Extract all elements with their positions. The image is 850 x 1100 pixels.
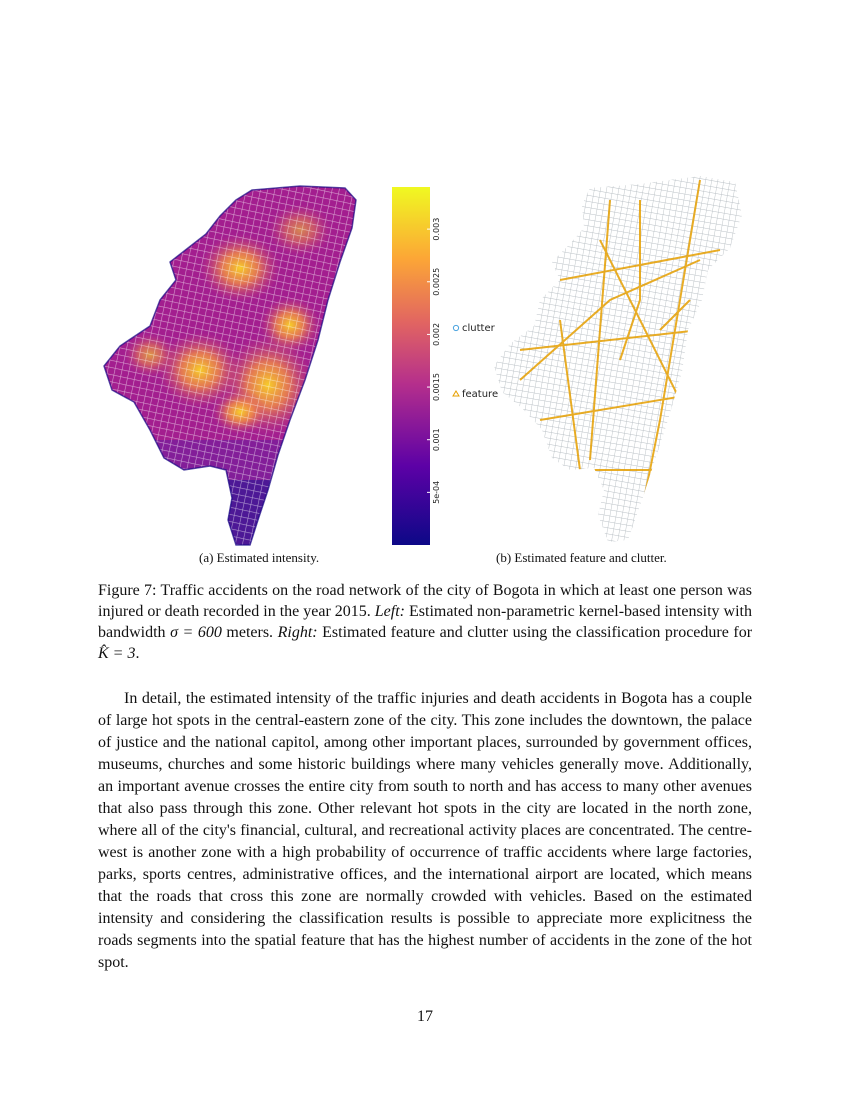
colorbar-gradient	[392, 187, 430, 545]
legend	[453, 323, 498, 400]
subcaption-b: (b) Estimated feature and clutter.	[496, 550, 667, 565]
colorbar-tick-label: 0.003	[432, 217, 441, 241]
caption-text-4: Estimated feature and clutter using the classification procedure for	[317, 624, 753, 641]
caption-text-1: Traffic accidents on the road network of the city of Bogota in which at least one person was injured or death recorded in the year 2015.	[98, 582, 753, 620]
feature-marker	[453, 391, 459, 396]
colorbar-tick-label: 0.0025	[432, 267, 441, 296]
caption-text-3: meters.	[221, 624, 278, 641]
subcaption-a: (a) Estimated intensity.	[199, 550, 320, 565]
caption-sigma: σ = 600	[170, 624, 222, 641]
colorbar-tick-label: 0.002	[432, 322, 441, 346]
page-number: 17	[417, 1008, 433, 1025]
caption-left-label: Left:	[374, 603, 405, 620]
legend-clutter-label: clutter	[462, 323, 495, 334]
caption-label: Figure 7:	[98, 582, 157, 599]
colorbar	[392, 187, 441, 545]
legend-feature-label: feature	[462, 389, 499, 400]
caption-text-2: Estimated non-parametric kernel-based intensity with bandwidth	[98, 603, 752, 641]
clutter-marker	[453, 325, 458, 330]
figure-caption	[98, 580, 752, 664]
caption-right-label: Right:	[277, 624, 318, 641]
colorbar-tick-label: 5e-04	[432, 480, 441, 504]
body-paragraph: In detail, the estimated intensity of the traffic injuries and death accidents in Bogota has a couple of large hot spots in the central-eastern zone of the city. This zone includes the downtown, the palace of justice and the national capitol, among other important places, surrounded by government offices, museums, churches and some historic buildings where many vehicles generally move. Additionally, an important avenue crosses the entire city from south to north and has access to many other avenues that also pass through this zone. Other relevant hot spots in the city are located in the north zone, where all of the city's financial, cultural, and recreational activity places are concentrated. The centre-west is another zone with a high probability of occurrence of traffic accidents where large factories, parks, sports centres, administrative offices, and the international airport are located, which means that the roads that cross this zone are normally crowded with vehicles. Based on the estimated intensity and considering the classification results is possible to appreciate more explicitness the roads segments into the spatial feature that has the highest number of accidents in the zone of the hot spot.	[98, 690, 752, 971]
colorbar-tick-label: 0.0015	[432, 373, 441, 402]
colorbar-tick-label: 0.001	[432, 428, 441, 452]
intensity-map	[100, 180, 360, 550]
caption-text-5: .	[135, 645, 140, 662]
caption-khat: K̂ = 3	[98, 645, 136, 662]
feature-clutter-map	[480, 170, 760, 550]
